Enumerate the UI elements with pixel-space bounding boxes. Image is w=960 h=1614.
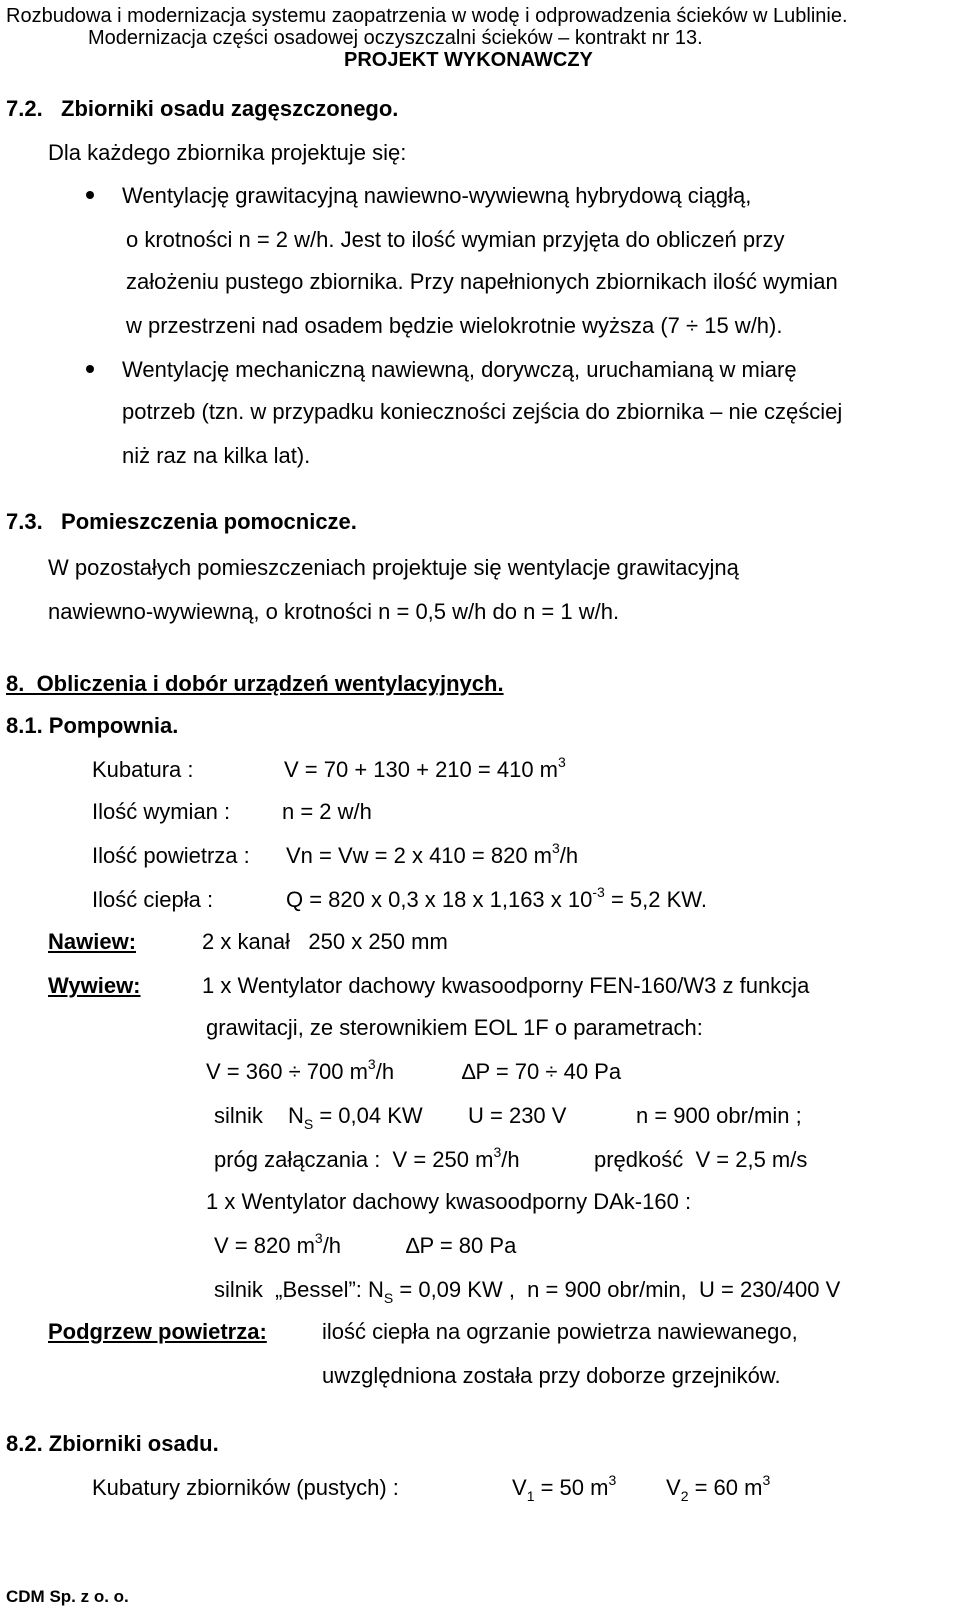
section-7-3-line-1: W pozostałych pomieszczeniach projektuje się wentylacje grawitacyjną — [48, 555, 739, 580]
wywiew-line-1: 1 x Wentylator dachowy kwasoodporny FEN-160/W3 z funkcja — [202, 973, 810, 998]
section-7-2-heading: 7.2. Zbiorniki osadu zagęszczonego. — [6, 96, 399, 121]
fan1-flow: V = 360 ÷ 700 $m^3/h$ — [206, 1056, 395, 1084]
podgrzew-line-2: uwzględniona została przy doborze grzejników. — [322, 1363, 781, 1388]
fan1-rpm: n = 900 obr/min ; — [636, 1103, 802, 1128]
section-7-2-intro: Dla każdego zbiornika projektuje się: — [48, 140, 407, 165]
fan1-threshold: próg załączania : V = 250 $m^3/h$ — [214, 1144, 520, 1172]
header-line-2: Modernizacja części osadowej oczyszczalni ścieków – kontrakt nr 13. — [88, 27, 703, 49]
fan1-silnik-label: silnik — [214, 1103, 263, 1128]
kubatury-label: Kubatury zbiorników (pustych) : — [92, 1475, 399, 1500]
bullet-1-line-4: w przestrzeni nad osadem będzie wielokrotnie wyższa (7 ÷ 15 w/h). — [126, 313, 783, 338]
volume-v1: $V_1 = 50$ $m^3$ — [512, 1472, 617, 1504]
bullet-2-line-1: Wentylację mechaniczną nawiewną, dorywczą, uruchamianą w miarę — [122, 357, 797, 382]
header-line-1: Rozbudowa i modernizacja systemu zaopatrzenia w wodę i odprowadzenia ścieków w Lublinie. — [6, 5, 848, 27]
wywiew-line-2: grawitacji, ze sterownikiem EOL 1F o parametrach: — [206, 1015, 703, 1040]
nawiew-value: 2 x kanał 250 x 250 mm — [202, 929, 448, 954]
section-7-3-line-2: nawiewno-wywiewną, o krotności n = 0,5 w/h do n = 1 w/h. — [48, 599, 620, 624]
fan1-voltage: U = 230 V — [468, 1103, 567, 1128]
fan2-line-1: 1 x Wentylator dachowy kwasoodporny DAk-160 : — [206, 1189, 692, 1214]
bullet-2-line-3: niż raz na kilka lat). — [122, 443, 311, 468]
ciepla-label: Ilość ciepła : — [92, 887, 214, 912]
header-line-3: PROJEKT WYKONAWCZY — [344, 49, 593, 71]
fan2-pressure: ∆P = 80 Pa — [406, 1233, 517, 1258]
wymian-label: Ilość wymian : — [92, 799, 231, 824]
ciepla-value: Q = 820 x 0,3 x 18 x 1,163 x $10^{-3} = 5,2$ KW. — [286, 884, 707, 912]
section-8-2-heading: 8.2. Zbiorniki osadu. — [6, 1431, 219, 1456]
section-8-heading: 8. Obliczenia i dobór urządzeń wentylacyjnych. — [6, 671, 504, 696]
bullet-2 — [86, 365, 94, 373]
podgrzew-line-1: ilość ciepła na ogrzanie powietrza nawiewanego, — [322, 1319, 798, 1344]
volume-v2: $V_2 = 60$ $m^3$ — [666, 1472, 771, 1504]
footer-company: CDM Sp. z o. o. — [6, 1587, 129, 1606]
fan2-motor: silnik „Bessel”: $N_S = 0,09$ KW , n = 900 obr/min, U = 230/400 V — [214, 1277, 841, 1306]
kubatura-value: V = 70 + 130 + 210 = 410 $m^3$ — [284, 754, 566, 782]
fan1-power: $N_S = 0,04$ KW — [288, 1103, 423, 1132]
kubatura-label: Kubatura : — [92, 757, 194, 782]
bullet-2-line-2: potrzeb (tzn. w przypadku konieczności zejścia do zbiornika – nie częściej — [122, 399, 843, 424]
bullet-1 — [86, 191, 94, 199]
wymian-value: n = 2 w/h — [282, 799, 372, 824]
fan1-pressure: ∆P = 70 ÷ 40 Pa — [462, 1059, 622, 1084]
powietrza-value: Vn = Vw = 2 x 410 = 820 $m^3/h$ — [286, 840, 579, 868]
section-7-3-heading: 7.3. Pomieszczenia pomocnicze. — [6, 509, 357, 534]
podgrzew-label: Podgrzew powietrza: — [48, 1319, 267, 1344]
bullet-1-line-3: założeniu pustego zbiornika. Przy napełnionych zbiornikach ilość wymian — [126, 269, 838, 294]
wywiew-label: Wywiew: — [48, 973, 141, 998]
fan2-flow: V = 820 $m^3/h$ — [214, 1230, 342, 1258]
bullet-1-line-1: Wentylację grawitacyjną nawiewno-wywiewną hybrydową ciągłą, — [122, 183, 752, 208]
bullet-1-line-2: o krotności n = 2 w/h. Jest to ilość wymian przyjęta do obliczeń przy — [126, 227, 785, 252]
powietrza-label: Ilość powietrza : — [92, 843, 250, 868]
section-8-1-heading: 8.1. Pompownia. — [6, 713, 179, 738]
nawiew-label: Nawiew: — [48, 929, 137, 954]
fan1-speed: prędkość V = 2,5 m/s — [594, 1147, 808, 1172]
